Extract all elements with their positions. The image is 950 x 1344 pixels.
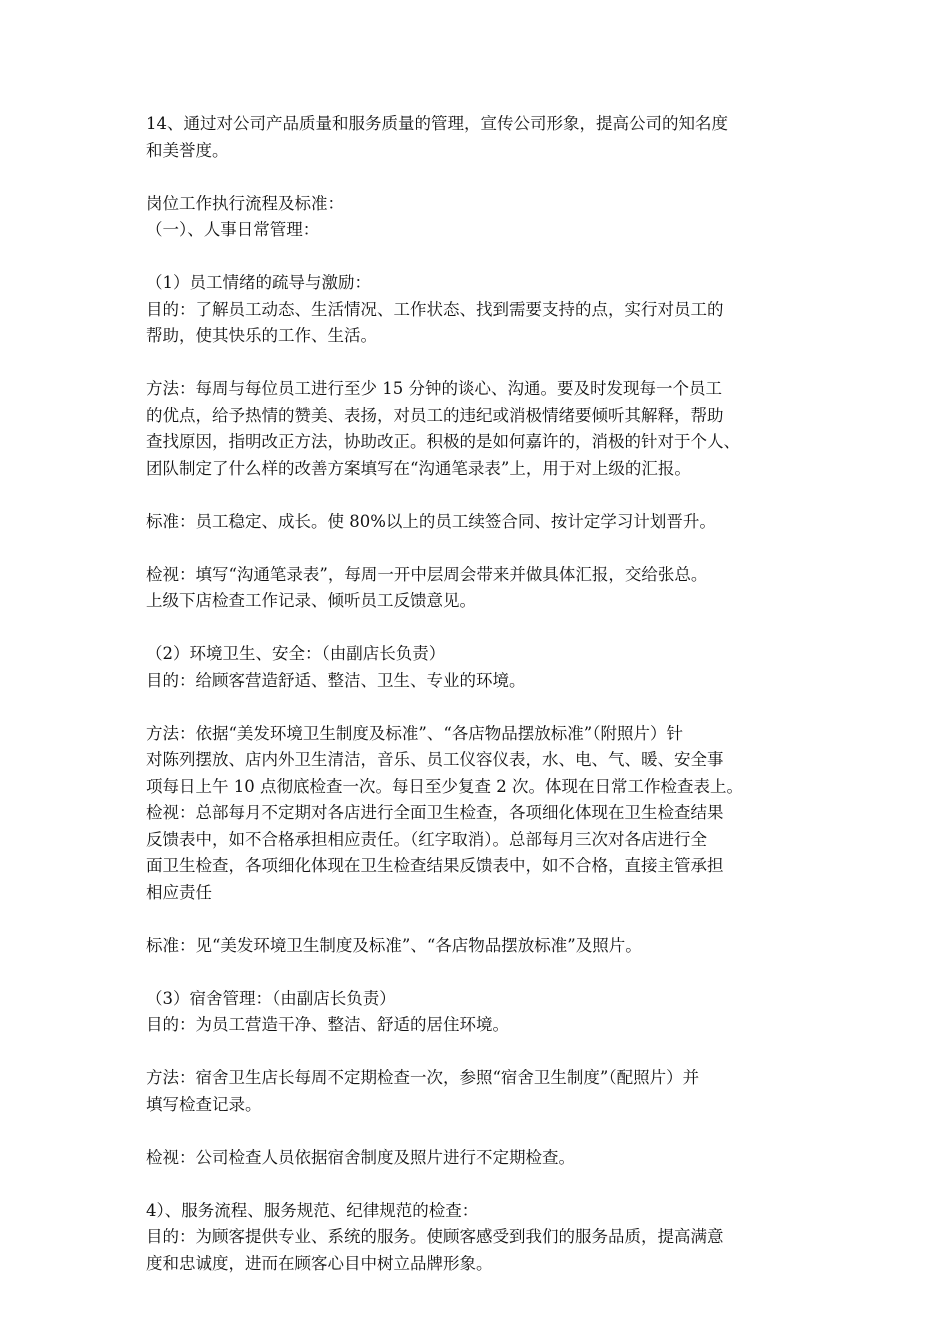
text-line: 14、通过对公司产品质量和服务质量的管理，宣传公司形象，提高公司的知名度 — [146, 114, 728, 133]
text-line: （3）宿舍管理：（由副店长负责） — [146, 988, 396, 1008]
paragraph — [146, 721, 818, 907]
paragraph — [146, 986, 818, 1039]
paragraph — [146, 562, 818, 615]
text-line: 查找原因，指明改正方法，协助改正。积极的是如何嘉许的，消极的针对于个人、 — [146, 432, 740, 451]
text-line: 检视：填写“沟通笔录表”，每周一开中层周会带来并做具体汇报，交给张总。 — [146, 564, 708, 584]
paragraph — [146, 933, 818, 960]
paragraph — [146, 641, 818, 694]
paragraph — [146, 1145, 818, 1172]
text-line: 标准：见“美发环境卫生制度及标准”、“各店物品摆放标准”及照片。 — [146, 935, 642, 955]
text-line: 检视：总部每月不定期对各店进行全面卫生检查，各项细化体现在卫生检查结果 — [146, 803, 724, 822]
paragraph — [146, 509, 818, 536]
text-line: 方法：每周与每位员工进行至少 15 分钟的谈心、沟通。要及时发现每一个员工 — [146, 379, 722, 398]
paragraph — [146, 111, 818, 164]
paragraph — [146, 376, 818, 482]
paragraph — [146, 270, 818, 350]
paragraph — [146, 1198, 818, 1278]
text-line: 标准：员工稳定、成长。使 80%以上的员工续签合同、按计定学习计划晋升。 — [146, 511, 716, 531]
text-line: 帮助，使其快乐的工作、生活。 — [146, 326, 377, 345]
text-line: 团队制定了什么样的改善方案填写在“沟通笔录表”上，用于对上级的汇报。 — [146, 458, 691, 478]
text-line: （2）环境卫生、安全：（由副店长负责） — [146, 644, 446, 663]
text-line: 上级下店检查工作记录、倾听员工反馈意见。 — [146, 591, 476, 610]
text-line: 度和忠诚度，进而在顾客心目中树立品牌形象。 — [146, 1253, 493, 1273]
text-line: 方法：宿舍卫生店长每周不定期检查一次，参照“宿舍卫生制度”（配照片）并 — [146, 1068, 700, 1087]
text-line: （一）、人事日常管理： — [146, 220, 320, 239]
section-heading — [146, 191, 818, 244]
paragraph — [146, 1065, 818, 1118]
text-line: 检视：公司检查人员依据宿舍制度及照片进行不定期检查。 — [146, 1147, 575, 1167]
text-line: 目的：给顾客营造舒适、整洁、卫生、专业的环境。 — [146, 670, 526, 690]
text-line: 相应责任 — [146, 882, 212, 902]
text-line: （1）员工情绪的疏导与激励： — [146, 273, 371, 292]
text-line: 4）、服务流程、服务规范、纪律规范的检查： — [146, 1200, 479, 1220]
text-line: 面卫生检查，各项细化体现在卫生检查结果反馈表中，如不合格，直接主管承担 — [146, 856, 724, 875]
text-line: 反馈表中，如不合格承担相应责任。（红字取消）。总部每月三次对各店进行全 — [146, 829, 707, 849]
text-line: 目的：为顾客提供专业、系统的服务。使顾客感受到我们的服务品质，提高满意 — [146, 1227, 724, 1246]
text-line: 项每日上午 10 点彻底检查一次。每日至少复查 2 次。体现在日常工作检查表上。 — [146, 776, 743, 796]
text-line: 的优点，给予热情的赞美、表扬，对员工的违纪或消极情绪要倾听其解释，帮助 — [146, 405, 724, 425]
document-body — [146, 111, 818, 1277]
text-line: 岗位工作执行流程及标准： — [146, 193, 344, 213]
text-line: 填写检查记录。 — [146, 1094, 262, 1114]
text-line: 对陈列摆放、店内外卫生清洁，音乐、员工仪容仪表，水、电、气、暖、安全事 — [146, 750, 724, 769]
text-line: 方法：依据“美发环境卫生制度及标准”、“各店物品摆放标准”（附照片）针 — [146, 723, 683, 743]
text-line: 目的：了解员工动态、生活情况、工作状态、找到需要支持的点，实行对员工的 — [146, 299, 724, 319]
text-line: 目的：为员工营造干净、整洁、舒适的居住环境。 — [146, 1015, 509, 1034]
text-line: 和美誉度。 — [146, 140, 229, 160]
